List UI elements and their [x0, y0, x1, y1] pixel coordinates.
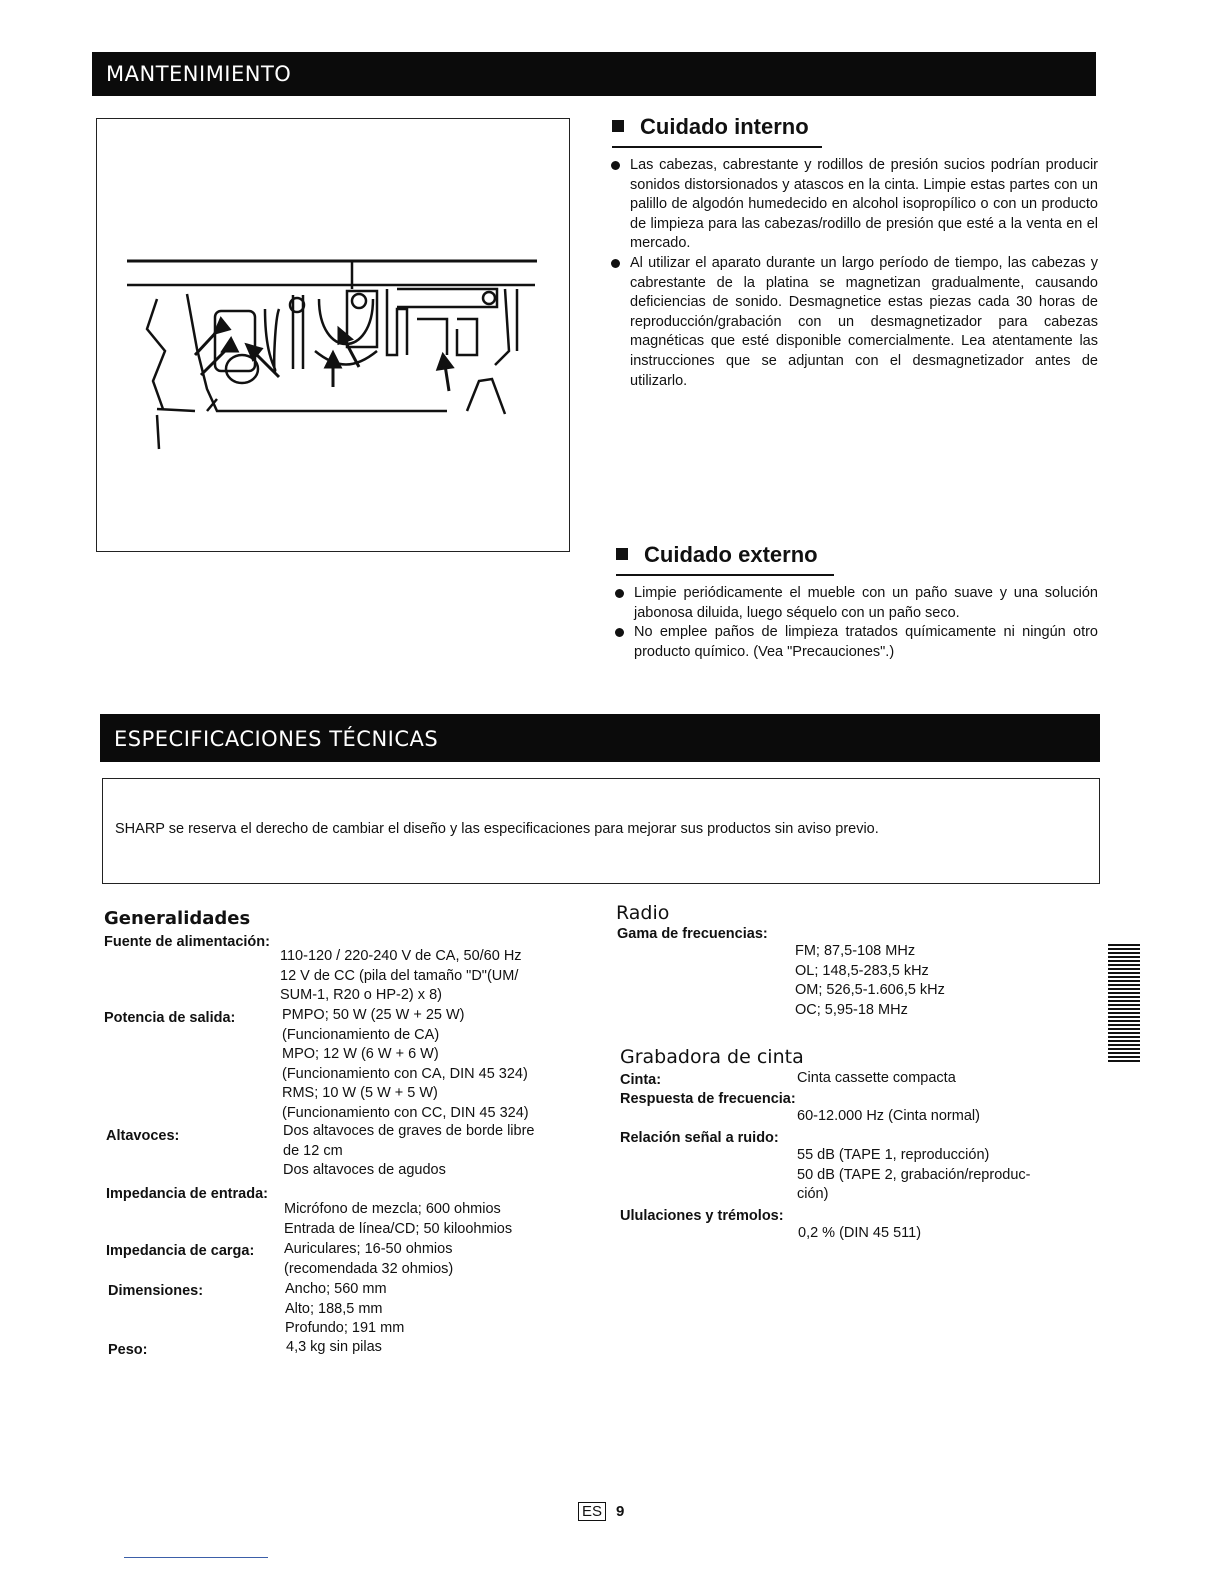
spec-label-relacion: Relación señal a ruido: — [620, 1130, 779, 1146]
heading-radio: Radio — [616, 902, 670, 924]
spec-values-relacion: 55 dB (TAPE 1, reproducción) 50 dB (TAPE 2, grabación/reproduc- ción) — [797, 1147, 1031, 1202]
cuidado-interno-list — [610, 156, 1098, 391]
cuidado-externo-list — [614, 584, 1098, 662]
page-number-value: 9 — [616, 1503, 625, 1520]
spec-values-altavoces: Dos altavoces de graves de borde libre de 12 cm Dos altavoces de agudos — [283, 1123, 535, 1178]
spec-value-respuesta: 60-12.000 Hz (Cinta normal) — [797, 1108, 980, 1124]
language-badge: ES — [578, 1502, 606, 1521]
spec-value-peso: 4,3 kg sin pilas — [286, 1339, 382, 1355]
spec-label-impedancia-entrada: Impedancia de entrada: — [106, 1186, 268, 1202]
spec-values-impedancia-entrada: Micrófono de mezcla; 600 ohmios Entrada de línea/CD; 50 kiloohmios — [284, 1201, 513, 1237]
section-header-mantenimiento — [92, 52, 1096, 96]
list-item: Limpie periódicamente el mueble con un paño suave y una solución jabonosa diluida, luego séquelo con un paño seco. — [614, 584, 1098, 623]
page-number — [578, 1502, 624, 1521]
spec-label-peso: Peso: — [108, 1342, 148, 1358]
spec-label-gama: Gama de frecuencias: — [617, 926, 768, 942]
heading-generalidades: Generalidades — [104, 908, 251, 929]
heading-grabadora: Grabadora de cinta — [620, 1046, 804, 1068]
spec-label-ululaciones: Ululaciones y trémolos: — [620, 1208, 784, 1224]
spec-values-potencia: PMPO; 50 W (25 W + 25 W) (Funcionamiento de CA) MPO; 12 W (6 W + 6 W) (Funcionamiento con CA, DIN 45 324) RMS; 10 W (5 W + 5 W) (Funcionamiento con CC, DIN 45 324) — [282, 1007, 529, 1121]
square-bullet-icon — [616, 548, 628, 560]
spec-label-potencia: Potencia de salida: — [104, 1010, 236, 1026]
square-bullet-icon — [612, 120, 624, 132]
spec-values-gama: FM; 87,5-108 MHz OL; 148,5-283,5 kHz OM; 526,5-1.606,5 kHz OC; 5,95-18 MHz — [795, 943, 945, 1018]
section-header-especificaciones — [100, 714, 1100, 762]
edge-index-marks — [1108, 944, 1140, 1068]
spec-value-cinta: Cinta cassette compacta — [797, 1070, 956, 1086]
heading-cuidado-interno: Cuidado interno — [612, 114, 822, 148]
list-item: Las cabezas, cabrestante y rodillos de presión sucios podrían producir sonidos distorsionados y atascos en la cinta. Limpie estas partes con un palillo de algodón humedecido en alcohol isopropílico o con un producto de limpieza para las cabezas/rodillo de presión que esté a la venta en el mercado. — [610, 156, 1098, 254]
spec-label-altavoces: Altavoces: — [106, 1128, 180, 1144]
footer-rule — [124, 1557, 268, 1558]
heading-cuidado-externo: Cuidado externo — [616, 542, 834, 576]
spec-value-ululaciones: 0,2 % (DIN 45 511) — [798, 1225, 922, 1241]
spec-values-fuente: 110-120 / 220-240 V de CA, 50/60 Hz 12 V de CC (pila del tamaño "D"(UM/ SUM-1, R20 o HP-2) x 8) — [280, 948, 522, 1003]
section-title: ESPECIFICACIONES TÉCNICAS — [114, 727, 439, 751]
spec-values-impedancia-carga: Auriculares; 16-50 ohmios (recomendada 32 ohmios) — [284, 1241, 454, 1277]
spec-label-respuesta: Respuesta de frecuencia: — [620, 1091, 796, 1107]
section-title: MANTENIMIENTO — [106, 62, 292, 86]
spec-label-fuente: Fuente de alimentación: — [104, 934, 270, 950]
list-item: No emplee paños de limpieza tratados químicamente ni ningún otro producto químico. (Vea "Precauciones".) — [614, 623, 1098, 662]
spec-label-cinta: Cinta: — [620, 1072, 662, 1088]
spec-label-dimensiones: Dimensiones: — [108, 1283, 204, 1299]
list-item: Al utilizar el aparato durante un largo período de tiempo, las cabezas y cabrestante de la platina se magnetizan gradualmente, causando deficiencias de sonido. Desmagnetice estas piezas cada 30 horas de reproducción/grabación con un desmagnetizador para cabezas magnéticas que esté disponible comercialmente. Lea atentamente las instrucciones que se adjuntan con el desmagnetizador antes de utilizarlo. — [610, 254, 1098, 391]
tape-heads-diagram — [97, 119, 571, 553]
tape-deck-illustration — [96, 118, 570, 552]
notice-text: SHARP se reserva el derecho de cambiar el diseño y las especificaciones para mejorar sus productos sin aviso previo. — [115, 821, 879, 837]
notice-box — [102, 778, 1100, 884]
spec-label-impedancia-carga: Impedancia de carga: — [106, 1243, 255, 1259]
spec-values-dimensiones: Ancho; 560 mm Alto; 188,5 mm Profundo; 191 mm — [285, 1281, 405, 1336]
